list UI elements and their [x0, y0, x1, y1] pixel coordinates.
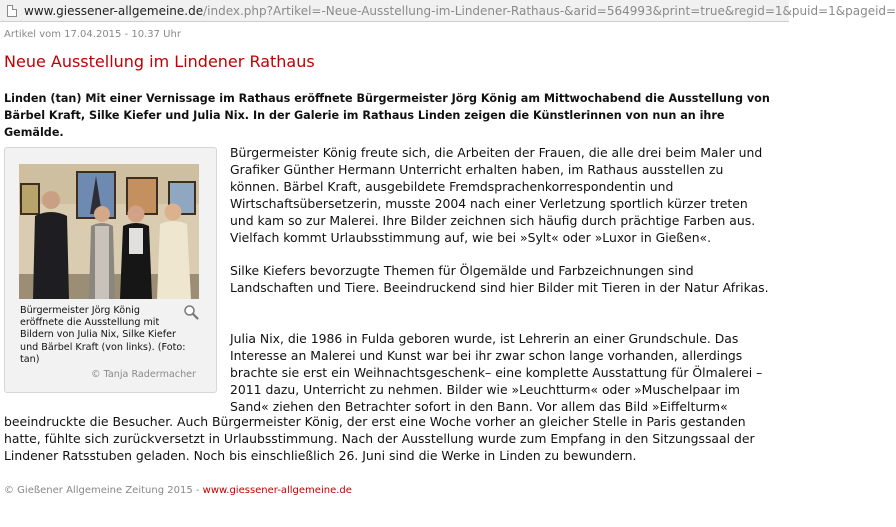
paragraph-3-continued: beeindruckte die Besucher. Auch Bürgermeister König, der erst eine Woche vorher an gleicher Stelle in Paris gestanden hatte, fühlte sich zurückversetzt in Urlaubsstimmung. Nach der Ausstellung wurde zum Empfang in den Sitzungssaal der Lindener Ratsstuben geladen. Noch bis einschließlich 26. Juni sind die Werke in Linden zu bewundern.	[4, 414, 755, 463]
footer	[4, 485, 352, 496]
url-text[interactable]	[24, 4, 896, 18]
paragraph-3: Julia Nix, die 1986 in Fulda geboren wurde, ist Lehrerin an einer Grundschule. Das Interesse an Malerei und Kunst war bei ihr zwar schon lange vorhanden, allerdings brachte sie erst ein Weihnachtsgeschenk– eine komplette Ausstattung für Ölmalerei – 2011 dazu, Unterricht zu nehmen. Bilder wie »Leuchtturm« oder »Muschelpaar im Sand« ziehen den Betrachter sofort in den Bann. Vor allem das Bild »Eiffelturm«	[230, 331, 763, 414]
article-photo[interactable]	[19, 164, 199, 299]
article-title: Neue Ausstellung im Lindener Rathaus	[4, 52, 315, 71]
footer-link[interactable]: www.giessener-allgemeine.de	[202, 485, 352, 496]
photo-illustration	[19, 164, 199, 299]
url-path: /index.php?Artikel=-Neue-Ausstellung-im-Lindener-Rathaus-&arid=564993&print=true&regid=1&puid=1&pageid=	[203, 4, 896, 18]
photo-credit: © Tanja Radermacher	[91, 369, 196, 380]
photo-caption: Bürgermeister Jörg König eröffnete die Ausstellung mit Bildern von Julia Nix, Silke Kiefer und Bärbel Kraft (von links). (Foto: tan)	[20, 305, 186, 365]
photo-box	[4, 147, 217, 393]
footer-copyright: © Gießener Allgemeine Zeitung 2015 -	[4, 485, 203, 496]
article-date: Artikel vom 17.04.2015 - 10.37 Uhr	[4, 29, 181, 40]
paragraph-1: Bürgermeister König freute sich, die Arbeiten der Frauen, die alle drei beim Maler und Grafiker Günther Hermann Unterricht erhalten haben, im Rathaus ausstellen zu können. Bärbel Kraft, ausgebildete Fremdsprachenkorrespondentin und Wirtschaftsübersetzerin, musste 2004 nach einer Verletzung sportlich kürzer treten und kam so zur Malerei. Ihre Bilder zeichnen sich häufig durch prächtige Farben aus. Vielfach kommt Urlaubsstimmung auf, wie bei »Sylt« oder »Luxor in Gießen«.	[230, 145, 763, 245]
paragraph-2: Silke Kiefers bevorzugte Themen für Ölgemälde und Farbzeichnungen sind Landschaften und Tiere. Beeindruckend sind hier Bilder mit Tieren in der Natur Afrikas.	[230, 263, 769, 295]
page-icon	[7, 5, 17, 17]
article-lead: Linden (tan) Mit einer Vernissage im Rathaus eröffnete Bürgermeister Jörg König am Mittwochabend die Ausstellung von Bärbel Kraft, Silke Kiefer und Julia Nix. In der Galerie im Rathaus Linden zeigen die Künstlerinnen von nun an ihre Gemälde.	[4, 92, 770, 139]
address-bar[interactable]	[0, 0, 896, 22]
url-host: www.giessener-allgemeine.de	[24, 4, 204, 18]
